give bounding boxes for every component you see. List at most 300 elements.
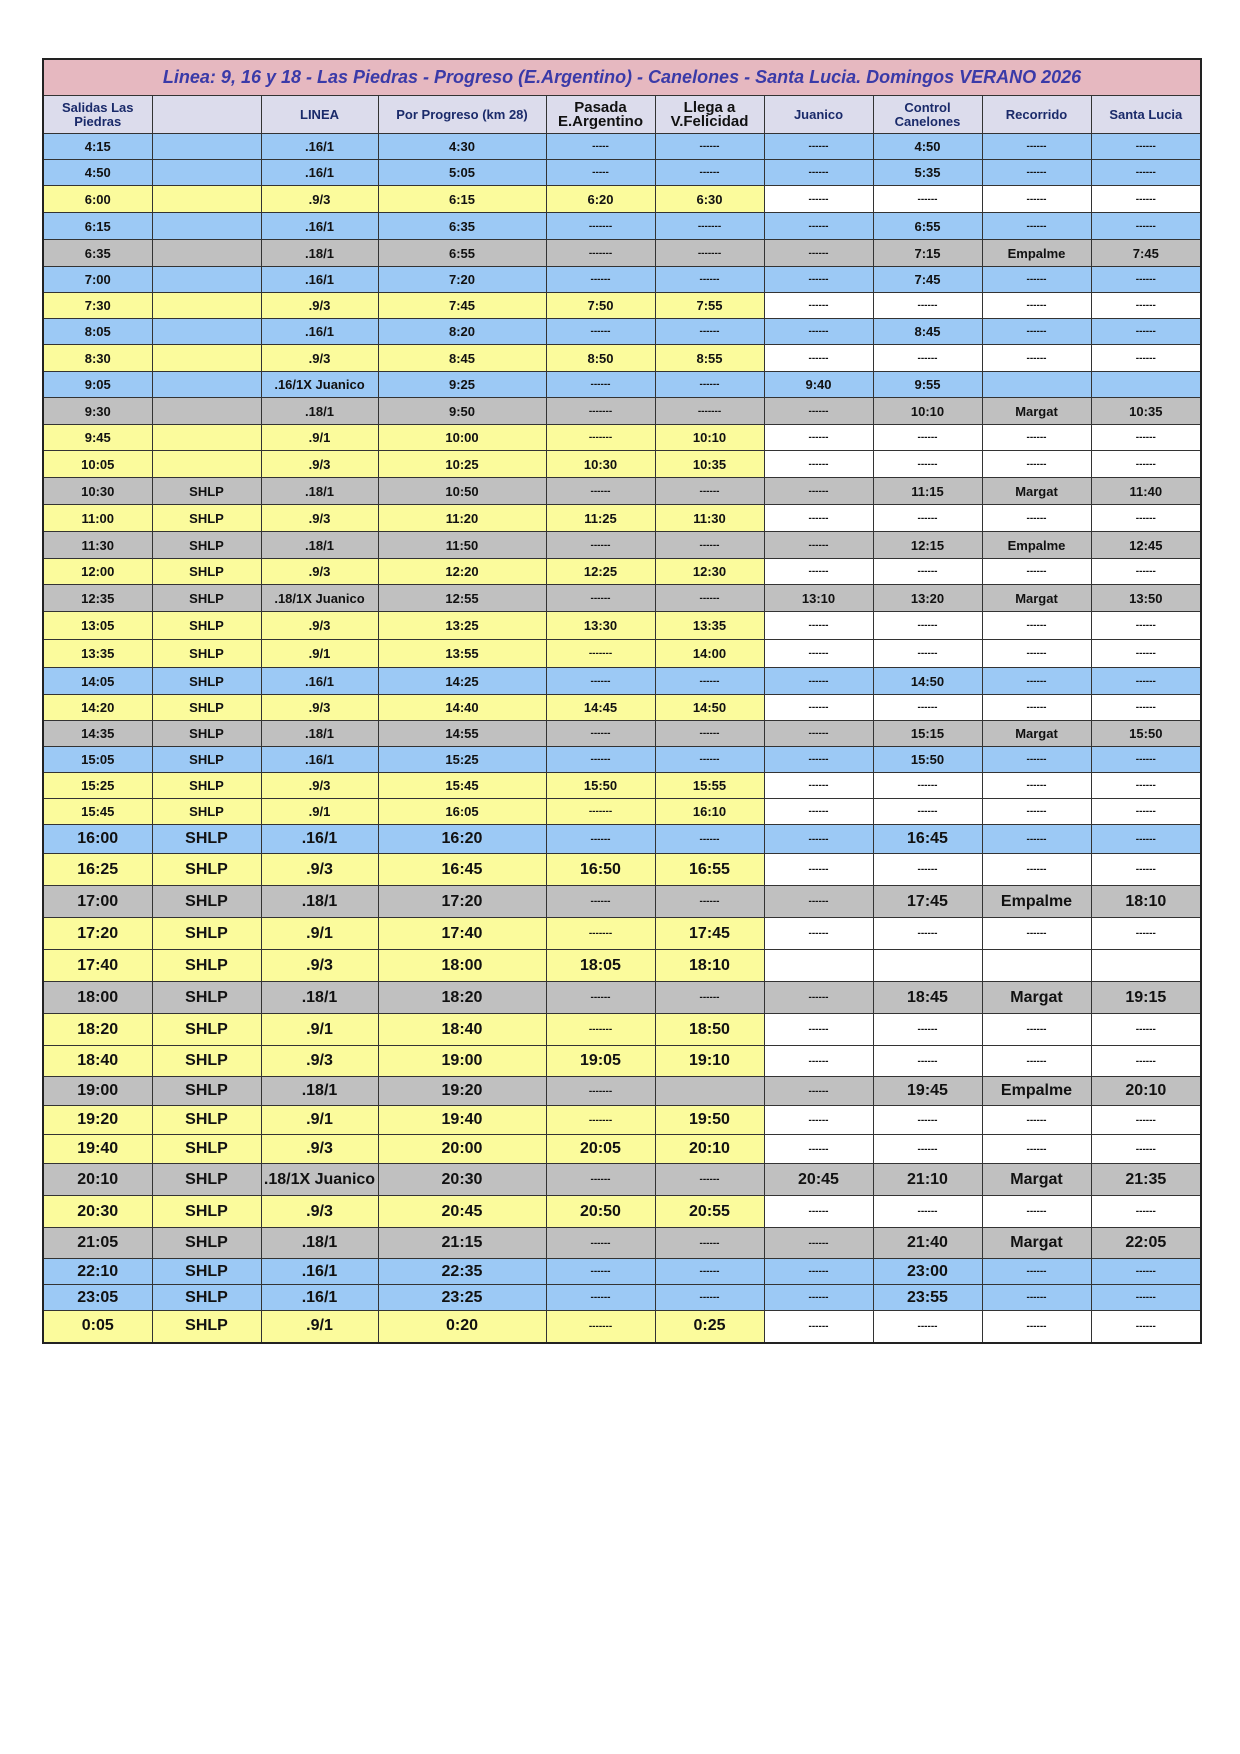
table-cell: 20:30 xyxy=(378,1164,546,1196)
table-cell: ------ xyxy=(982,668,1091,695)
table-cell: 17:00 xyxy=(43,886,152,918)
table-cell: ------ xyxy=(764,668,873,695)
table-cell: ------ xyxy=(655,267,764,293)
table-cell xyxy=(873,950,982,982)
table-cell: 5:35 xyxy=(873,160,982,186)
table-row xyxy=(43,1196,1201,1228)
table-cell: ------ xyxy=(1091,1046,1201,1077)
table-cell: SHLP xyxy=(152,1046,261,1077)
table-cell: 21:40 xyxy=(873,1228,982,1259)
table-cell: ------- xyxy=(546,640,655,668)
table-cell: ------ xyxy=(764,559,873,585)
table-cell: ------ xyxy=(546,319,655,345)
table-cell: 22:35 xyxy=(378,1259,546,1285)
table-cell xyxy=(1091,372,1201,398)
table-cell: .9/3 xyxy=(261,559,378,585)
table-cell: 6:00 xyxy=(43,186,152,213)
table-cell: SHLP xyxy=(152,773,261,799)
table-cell: ------ xyxy=(546,721,655,747)
table-cell: 10:10 xyxy=(873,398,982,425)
table-cell: ------ xyxy=(982,267,1091,293)
table-cell: ------ xyxy=(764,854,873,886)
table-cell: ------ xyxy=(873,695,982,721)
table-cell: SHLP xyxy=(152,695,261,721)
table-cell: ------ xyxy=(764,612,873,640)
table-cell: SHLP xyxy=(152,612,261,640)
table-cell: 6:15 xyxy=(378,186,546,213)
table-cell: SHLP xyxy=(152,1014,261,1046)
table-cell: 16:45 xyxy=(378,854,546,886)
table-cell: 10:35 xyxy=(655,451,764,478)
table-cell: ------ xyxy=(1091,425,1201,451)
table-cell: 18:05 xyxy=(546,950,655,982)
table-cell: Empalme xyxy=(982,886,1091,918)
table-cell: ------ xyxy=(655,668,764,695)
table-cell: 18:40 xyxy=(378,1014,546,1046)
table-cell: 20:00 xyxy=(378,1135,546,1164)
table-cell: ------ xyxy=(1091,695,1201,721)
table-cell: SHLP xyxy=(152,982,261,1014)
table-row xyxy=(43,1014,1201,1046)
table-cell: 16:20 xyxy=(378,825,546,854)
table-cell xyxy=(152,319,261,345)
table-cell: ------- xyxy=(546,1106,655,1135)
table-cell: 16:10 xyxy=(655,799,764,825)
table-cell: 13:05 xyxy=(43,612,152,640)
table-cell: ------ xyxy=(655,1228,764,1259)
table-cell: .18/1 xyxy=(261,1228,378,1259)
table-cell: 10:05 xyxy=(43,451,152,478)
table-cell: ------ xyxy=(546,267,655,293)
table-row xyxy=(43,950,1201,982)
table-cell: ------- xyxy=(655,240,764,267)
table-cell: ------ xyxy=(1091,773,1201,799)
table-cell: Margat xyxy=(982,585,1091,612)
table-cell: ------ xyxy=(982,345,1091,372)
table-cell: 20:05 xyxy=(546,1135,655,1164)
table-cell: 14:50 xyxy=(655,695,764,721)
table-cell: SHLP xyxy=(152,1135,261,1164)
table-cell: ------ xyxy=(546,668,655,695)
table-cell: 10:25 xyxy=(378,451,546,478)
table-cell: 4:50 xyxy=(43,160,152,186)
table-cell: ------ xyxy=(764,1106,873,1135)
table-cell: ------ xyxy=(873,1135,982,1164)
table-cell: ------ xyxy=(873,559,982,585)
table-cell: ------ xyxy=(764,160,873,186)
table-cell: 16:25 xyxy=(43,854,152,886)
table-cell: ------ xyxy=(873,505,982,532)
table-cell: ------ xyxy=(764,1259,873,1285)
table-cell: ------ xyxy=(655,134,764,160)
table-cell: ------ xyxy=(546,1285,655,1311)
table-cell: ------ xyxy=(873,918,982,950)
table-row xyxy=(43,134,1201,160)
table-cell: ------ xyxy=(982,505,1091,532)
table-cell: .18/1 xyxy=(261,532,378,559)
header-linea: LINEA xyxy=(261,96,378,134)
table-cell: ------- xyxy=(655,398,764,425)
table-cell: 16:45 xyxy=(873,825,982,854)
table-cell: ------ xyxy=(982,160,1091,186)
table-cell: 17:40 xyxy=(378,918,546,950)
table-cell: 19:50 xyxy=(655,1106,764,1135)
table-cell: ------ xyxy=(1091,854,1201,886)
table-cell: 20:30 xyxy=(43,1196,152,1228)
table-cell: ------ xyxy=(764,1014,873,1046)
table-cell: ------ xyxy=(764,982,873,1014)
table-cell: .18/1 xyxy=(261,478,378,505)
table-cell: 12:55 xyxy=(378,585,546,612)
table-cell: 20:10 xyxy=(1091,1077,1201,1106)
table-cell: 18:00 xyxy=(43,982,152,1014)
table-cell: .18/1 xyxy=(261,982,378,1014)
table-cell: ------ xyxy=(764,293,873,319)
table-cell: 6:35 xyxy=(43,240,152,267)
table-cell: SHLP xyxy=(152,559,261,585)
table-cell: ------ xyxy=(764,1285,873,1311)
table-cell: 17:20 xyxy=(43,918,152,950)
table-cell: 6:15 xyxy=(43,213,152,240)
table-cell: 7:45 xyxy=(378,293,546,319)
table-cell xyxy=(1091,950,1201,982)
table-cell xyxy=(152,240,261,267)
table-cell: 4:15 xyxy=(43,134,152,160)
table-cell: 8:55 xyxy=(655,345,764,372)
table-cell: ------ xyxy=(764,640,873,668)
schedule-table xyxy=(42,58,1202,1344)
table-cell: Margat xyxy=(982,398,1091,425)
table-cell: ------ xyxy=(764,213,873,240)
table-cell: 16:05 xyxy=(378,799,546,825)
table-row xyxy=(43,886,1201,918)
table-row xyxy=(43,773,1201,799)
table-cell: 10:10 xyxy=(655,425,764,451)
table-cell: ------ xyxy=(982,1196,1091,1228)
table-cell: ------ xyxy=(764,267,873,293)
table-cell: 15:25 xyxy=(378,747,546,773)
table-cell: ------ xyxy=(982,1014,1091,1046)
table-cell: 11:30 xyxy=(43,532,152,559)
table-cell: ------ xyxy=(1091,559,1201,585)
table-cell: 14:40 xyxy=(378,695,546,721)
table-row xyxy=(43,918,1201,950)
table-row xyxy=(43,532,1201,559)
table-cell: 9:25 xyxy=(378,372,546,398)
table-cell: ------ xyxy=(982,799,1091,825)
table-cell: ------ xyxy=(655,160,764,186)
table-cell: ------ xyxy=(764,532,873,559)
table-cell: ------ xyxy=(655,721,764,747)
table-cell: 15:45 xyxy=(378,773,546,799)
table-cell: SHLP xyxy=(152,478,261,505)
table-cell xyxy=(152,134,261,160)
table-cell: 7:45 xyxy=(1091,240,1201,267)
table-row xyxy=(43,319,1201,345)
table-cell: .9/3 xyxy=(261,505,378,532)
table-cell: ------ xyxy=(764,773,873,799)
table-cell: SHLP xyxy=(152,668,261,695)
table-cell: 20:10 xyxy=(655,1135,764,1164)
table-cell: ------ xyxy=(982,559,1091,585)
table-cell: ------ xyxy=(982,425,1091,451)
table-cell: SHLP xyxy=(152,918,261,950)
table-cell: SHLP xyxy=(152,505,261,532)
table-cell: 0:25 xyxy=(655,1311,764,1343)
table-cell: SHLP xyxy=(152,747,261,773)
table-cell: 12:30 xyxy=(655,559,764,585)
table-row xyxy=(43,1164,1201,1196)
table-cell: Empalme xyxy=(982,240,1091,267)
table-cell: ------ xyxy=(1091,345,1201,372)
table-row xyxy=(43,372,1201,398)
table-cell xyxy=(982,950,1091,982)
table-cell: ------ xyxy=(655,825,764,854)
table-cell: 18:10 xyxy=(1091,886,1201,918)
table-cell: SHLP xyxy=(152,886,261,918)
table-cell xyxy=(152,451,261,478)
table-cell: 14:00 xyxy=(655,640,764,668)
table-cell: 7:00 xyxy=(43,267,152,293)
table-cell: ------ xyxy=(655,886,764,918)
table-cell: ------ xyxy=(764,1077,873,1106)
table-cell: SHLP xyxy=(152,854,261,886)
table-cell: .9/3 xyxy=(261,186,378,213)
table-cell: SHLP xyxy=(152,1228,261,1259)
table-cell: 22:05 xyxy=(1091,1228,1201,1259)
table-cell: ------ xyxy=(1091,1259,1201,1285)
table-cell: 8:50 xyxy=(546,345,655,372)
table-cell: ------ xyxy=(764,451,873,478)
table-cell: 10:00 xyxy=(378,425,546,451)
table-cell: ------- xyxy=(546,398,655,425)
table-cell: ------ xyxy=(546,982,655,1014)
table-cell: ------- xyxy=(546,1014,655,1046)
table-cell: ------ xyxy=(764,799,873,825)
table-cell: 13:20 xyxy=(873,585,982,612)
table-cell: ------ xyxy=(655,478,764,505)
table-cell: .16/1 xyxy=(261,1285,378,1311)
table-cell: ------ xyxy=(982,640,1091,668)
table-cell: ------ xyxy=(764,134,873,160)
table-cell: 8:45 xyxy=(873,319,982,345)
table-cell: 11:30 xyxy=(655,505,764,532)
table-row xyxy=(43,585,1201,612)
table-cell: ------ xyxy=(982,854,1091,886)
header-progreso: Por Progreso (km 28) xyxy=(378,96,546,134)
table-cell: ------- xyxy=(546,1077,655,1106)
table-cell: ------- xyxy=(546,213,655,240)
table-row xyxy=(43,213,1201,240)
table-cell: ------ xyxy=(1091,1135,1201,1164)
table-cell: 12:35 xyxy=(43,585,152,612)
table-cell: 21:05 xyxy=(43,1228,152,1259)
table-row xyxy=(43,1259,1201,1285)
table-cell: SHLP xyxy=(152,1077,261,1106)
table-cell: 19:40 xyxy=(378,1106,546,1135)
table-cell: 0:20 xyxy=(378,1311,546,1343)
table-cell: SHLP xyxy=(152,532,261,559)
table-cell xyxy=(152,398,261,425)
table-cell: .9/3 xyxy=(261,695,378,721)
table-cell: 21:15 xyxy=(378,1228,546,1259)
table-cell: 14:25 xyxy=(378,668,546,695)
table-cell: 19:05 xyxy=(546,1046,655,1077)
table-cell: 18:50 xyxy=(655,1014,764,1046)
table-cell: 20:10 xyxy=(43,1164,152,1196)
table-cell: .9/3 xyxy=(261,612,378,640)
table-cell: ------ xyxy=(1091,1106,1201,1135)
table-cell xyxy=(152,186,261,213)
table-cell: .16/1 xyxy=(261,213,378,240)
table-cell: ------ xyxy=(1091,505,1201,532)
table-cell: 23:55 xyxy=(873,1285,982,1311)
table-cell: .18/1X Juanico xyxy=(261,1164,378,1196)
table-cell: .9/3 xyxy=(261,854,378,886)
table-cell: 11:00 xyxy=(43,505,152,532)
table-cell: ------ xyxy=(982,293,1091,319)
table-cell xyxy=(982,372,1091,398)
table-cell: ------- xyxy=(546,1311,655,1343)
table-cell: ------ xyxy=(1091,668,1201,695)
table-cell: .18/1 xyxy=(261,886,378,918)
table-cell: ------ xyxy=(546,747,655,773)
table-cell: ------ xyxy=(1091,451,1201,478)
table-cell: ------ xyxy=(1091,825,1201,854)
table-cell: SHLP xyxy=(152,799,261,825)
table-cell: ----- xyxy=(546,134,655,160)
header-blank xyxy=(152,96,261,134)
table-cell: 21:35 xyxy=(1091,1164,1201,1196)
table-cell: 12:45 xyxy=(1091,532,1201,559)
table-cell: 7:30 xyxy=(43,293,152,319)
table-row xyxy=(43,1077,1201,1106)
table-cell: ------ xyxy=(873,345,982,372)
table-cell: ------- xyxy=(546,240,655,267)
table-cell: ------ xyxy=(873,854,982,886)
table-cell: SHLP xyxy=(152,640,261,668)
header-e-argentino: Pasada E.Argentino xyxy=(546,96,655,134)
table-cell: 18:40 xyxy=(43,1046,152,1077)
table-row xyxy=(43,1311,1201,1343)
table-row xyxy=(43,240,1201,267)
table-cell: 16:00 xyxy=(43,825,152,854)
table-cell: ------ xyxy=(764,721,873,747)
header-v-felicidad: Llega a V.Felicidad xyxy=(655,96,764,134)
table-row xyxy=(43,1046,1201,1077)
table-cell: ------ xyxy=(982,213,1091,240)
table-cell: 6:55 xyxy=(378,240,546,267)
table-cell: ------ xyxy=(764,1046,873,1077)
table-cell: ------ xyxy=(982,1046,1091,1077)
table-cell xyxy=(655,1077,764,1106)
table-cell: 13:35 xyxy=(43,640,152,668)
table-cell: ------ xyxy=(764,1311,873,1343)
table-cell: SHLP xyxy=(152,1285,261,1311)
table-cell: Margat xyxy=(982,1228,1091,1259)
table-row xyxy=(43,186,1201,213)
table-cell: .18/1 xyxy=(261,240,378,267)
table-cell: ------ xyxy=(982,319,1091,345)
table-cell: 18:00 xyxy=(378,950,546,982)
table-cell: .9/3 xyxy=(261,345,378,372)
table-cell: 15:25 xyxy=(43,773,152,799)
table-cell: .9/1 xyxy=(261,918,378,950)
table-cell: 19:15 xyxy=(1091,982,1201,1014)
table-cell: ------ xyxy=(982,825,1091,854)
table-cell: 15:50 xyxy=(546,773,655,799)
table-cell: .16/1 xyxy=(261,668,378,695)
table-cell: ------ xyxy=(1091,293,1201,319)
table-cell: 11:40 xyxy=(1091,478,1201,505)
table-cell: Empalme xyxy=(982,532,1091,559)
table-cell: ------ xyxy=(764,398,873,425)
table-cell: SHLP xyxy=(152,950,261,982)
table-cell: 20:45 xyxy=(378,1196,546,1228)
table-cell: 17:20 xyxy=(378,886,546,918)
table-cell: 23:05 xyxy=(43,1285,152,1311)
table-cell: .9/1 xyxy=(261,799,378,825)
header-recorrido: Recorrido xyxy=(982,96,1091,134)
table-row xyxy=(43,747,1201,773)
table-cell: 15:05 xyxy=(43,747,152,773)
table-cell: 19:10 xyxy=(655,1046,764,1077)
table-row xyxy=(43,854,1201,886)
table-cell: Margat xyxy=(982,982,1091,1014)
table-cell: 7:45 xyxy=(873,267,982,293)
table-cell: 15:55 xyxy=(655,773,764,799)
table-cell: ------ xyxy=(982,612,1091,640)
table-cell: 17:40 xyxy=(43,950,152,982)
table-cell: 19:20 xyxy=(43,1106,152,1135)
table-cell: 7:50 xyxy=(546,293,655,319)
table-cell: .18/1X Juanico xyxy=(261,585,378,612)
table-cell: ------ xyxy=(873,451,982,478)
table-cell: 20:55 xyxy=(655,1196,764,1228)
table-cell: 10:50 xyxy=(378,478,546,505)
table-cell: .16/1 xyxy=(261,134,378,160)
table-cell: SHLP xyxy=(152,1311,261,1343)
table-cell: ------ xyxy=(1091,918,1201,950)
table-row xyxy=(43,505,1201,532)
table-cell xyxy=(152,267,261,293)
table-cell: .9/3 xyxy=(261,293,378,319)
table-cell: 16:55 xyxy=(655,854,764,886)
table-cell: ------ xyxy=(873,1014,982,1046)
table-cell: ------ xyxy=(1091,319,1201,345)
table-cell xyxy=(152,345,261,372)
table-cell: Margat xyxy=(982,478,1091,505)
table-cell: ------ xyxy=(764,478,873,505)
table-cell: .9/1 xyxy=(261,1106,378,1135)
table-cell: ------ xyxy=(764,886,873,918)
table-row xyxy=(43,825,1201,854)
header-salidas: Salidas Las Piedras xyxy=(43,96,152,134)
table-row xyxy=(43,267,1201,293)
table-cell: ------ xyxy=(1091,160,1201,186)
table-cell: .9/3 xyxy=(261,1135,378,1164)
table-cell: 19:20 xyxy=(378,1077,546,1106)
table-cell: 23:25 xyxy=(378,1285,546,1311)
table-cell: 14:55 xyxy=(378,721,546,747)
table-cell: ------ xyxy=(546,825,655,854)
table-cell: SHLP xyxy=(152,825,261,854)
table-cell: 12:15 xyxy=(873,532,982,559)
table-cell: ----- xyxy=(546,160,655,186)
table-cell: 14:45 xyxy=(546,695,655,721)
table-row xyxy=(43,721,1201,747)
table-row xyxy=(43,1228,1201,1259)
